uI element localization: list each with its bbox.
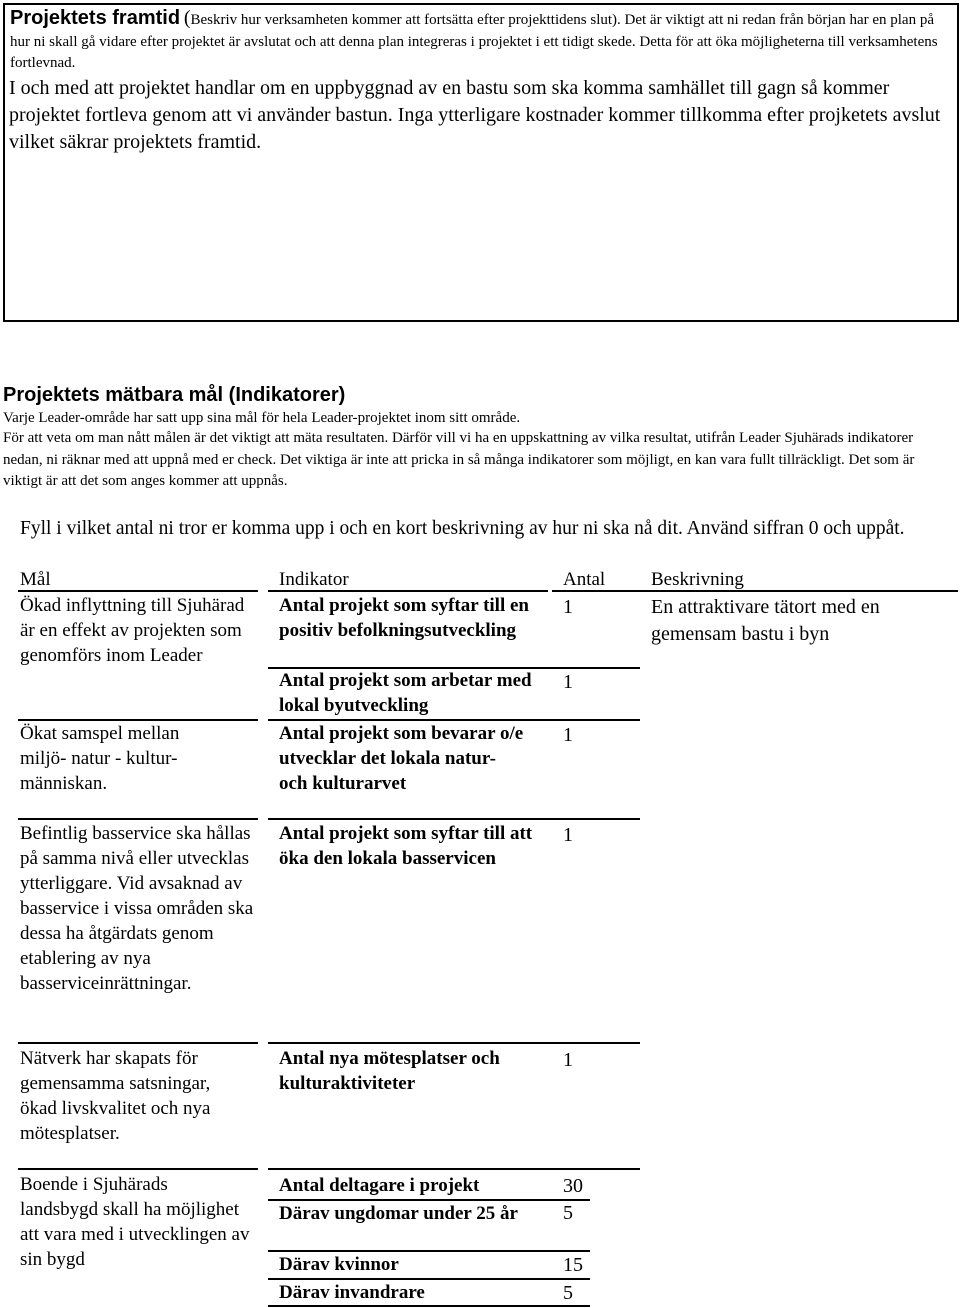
row-divider [18,1042,258,1044]
header-mal: Mål [20,569,51,590]
framtid-paren: ( [183,7,191,29]
indikator-cell: Därav invandrare [279,1282,425,1303]
row-divider [18,1168,258,1170]
antal-cell: 1 [563,671,573,693]
framtid-instruction: Beskriv hur verksamheten kommer att fortsätta efter projekttidens slut). Det är viktigt att ni redan från början har en plan på hur ni skall gå vidare efter projektet är avslutat och att denna plan integreras i projektet i ett tidigt skede. Detta för att öka möjligheterna till verksamhetens fortlevnad. [10,12,938,71]
antal-cell: 1 [563,824,573,846]
header-indikator: Indikator [279,569,349,590]
row-divider [18,818,258,820]
beskrivning-cell: En attraktivare tätort med en gemensam bastu i byn [651,596,880,645]
row-divider [268,1042,640,1044]
antal-cell: 30 [563,1175,583,1197]
indikator-cell: Antal projekt som bevarar o/e utvecklar det lokala natur- och kulturarvet [279,723,524,794]
header-underline-mal [18,590,258,592]
indikator-cell: Antal projekt som syftar till en positiv befolkningsutveckling [279,595,529,641]
framtid-instruction-block [10,8,950,75]
header-beskrivning: Beskrivning [651,569,744,590]
row-divider [268,1305,590,1307]
mal-cell: Befintlig basservice ska hållas på samma nivå eller utvecklas ytterliggare. Vid avsaknad av basservice i vissa områden ska dessa ha åtgärdats genom etablering av nya basserviceinrättningar. [20,823,254,994]
indikator-cell: Antal projekt som syftar till att öka den lokala basservicen [279,823,533,869]
header-underline-antal [552,590,640,592]
header-underline-beskrivning [640,590,958,592]
matbara-p2: För att veta om man nått målen är det viktigt att mäta resultaten. Därför vill vi ha en uppskattning av vilka resultat, utifrån Leader Sjuhärads indikatorer nedan, ni räknar med att uppnå med er check. Det viktiga är inte att pricka in så många indikatorer som möjligt, en kan vara fullt tillräckligt. Det som är viktigt är att det som anges kommer att uppnås. [3,430,915,489]
framtid-heading: Projektets framtid [10,7,181,29]
row-divider [268,1168,640,1170]
antal-cell: 15 [563,1254,583,1276]
indikator-cell: Antal deltagare i projekt [279,1175,480,1196]
antal-cell: 1 [563,596,573,618]
row-divider [268,818,640,820]
indikator-cell: Antal nya mötesplatser och kulturaktiviteter [279,1048,500,1094]
antal-cell: 1 [563,1049,573,1071]
fill-instruction: Fyll i vilket antal ni tror er komma upp i och en kort beskrivning av hur ni ska nå dit. Använd siffran 0 och uppåt. [20,518,905,539]
indikator-cell: Antal projekt som arbetar med lokal byutveckling [279,670,532,716]
antal-cell: 1 [563,724,573,746]
indikator-cell: Därav kvinnor [279,1254,399,1275]
framtid-answer: I och med att projektet handlar om en uppbyggnad av en bastu som ska komma samhället till gagn så kommer projektet fortleva genom att vi använder bastun. Inga ytterligare kostnader kommer tillkomma efter projketets avslut vilket säkrar projektets framtid. [9,77,941,153]
antal-cell: 5 [563,1282,573,1304]
header-underline-indikator [268,590,548,592]
mal-cell: Nätverk har skapats för gemensamma satsningar, ökad livskvalitet och nya mötesplatser. [20,1048,211,1144]
mal-cell: Boende i Sjuhärads landsbygd skall ha möjlighet att vara med i utvecklingen av sin bygd [20,1174,250,1270]
mal-cell: Ökat samspel mellan miljö- natur - kultur- människan. [20,723,180,794]
antal-cell: 5 [563,1202,573,1224]
matbara-p1: Varje Leader-område har satt upp sina mål för hela Leader-projektet inom sitt område. [3,410,521,426]
header-antal: Antal [563,569,606,590]
mal-cell: Ökad inflyttning till Sjuhärad är en effekt av projekten som genomförs inom Leader [20,595,245,666]
indikator-cell: Därav ungdomar under 25 år [279,1203,518,1224]
matbara-heading: Projektets mätbara mål (Indikatorer) [3,384,346,406]
